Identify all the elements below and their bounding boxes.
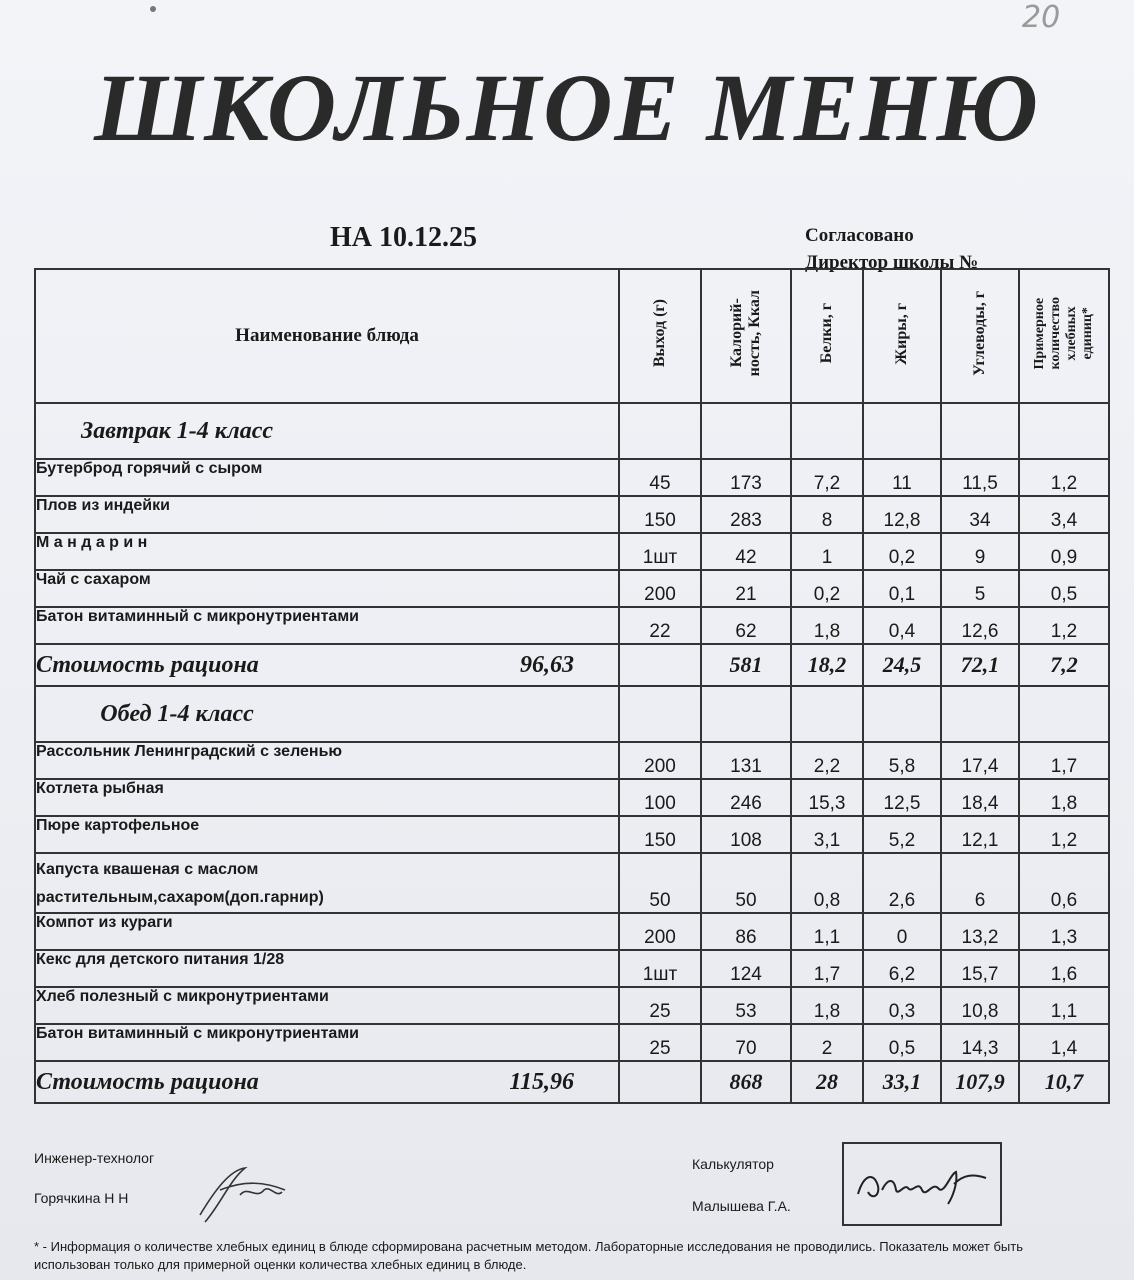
cell-carbs: 12,6 <box>941 607 1019 644</box>
pin-hole <box>150 6 156 12</box>
cell-protein: 1,8 <box>791 607 863 644</box>
cell-kcal: 246 <box>701 779 791 816</box>
total-bread: 10,7 <box>1019 1061 1109 1103</box>
total-kcal: 868 <box>701 1061 791 1103</box>
dish-name: Капуста квашеная с маслом растительным,сахаром(доп.гарнир) <box>35 853 619 913</box>
cell-bread: 1,2 <box>1019 459 1109 496</box>
col-header-name: Наименование блюда <box>35 269 619 403</box>
cell-kcal: 86 <box>701 913 791 950</box>
table-row <box>35 533 1109 570</box>
table-row <box>35 950 1109 987</box>
footnote: * - Информация о количестве хлебных единиц в блюде сформирована расчетным методом. Лабораторные исследования не проводились. Показатель может быть использован только для примерной оценки количества хлебных единиц в блюде. <box>34 1239 1024 1272</box>
cell-fat: 12,5 <box>863 779 941 816</box>
corner-handwritten-mark: 20 <box>1022 0 1061 35</box>
cell-kcal: 42 <box>701 533 791 570</box>
cell-output: 150 <box>619 496 701 533</box>
approval-line-1: Согласовано <box>805 225 914 246</box>
cell-kcal: 70 <box>701 1024 791 1061</box>
cell-output: 150 <box>619 816 701 853</box>
dish-name: Плов из индейки <box>35 496 619 533</box>
total-fat: 33,1 <box>863 1061 941 1103</box>
cell-kcal: 131 <box>701 742 791 779</box>
total-label: Стоимость рациона 96,63 <box>35 644 619 686</box>
dish-name: Котлета рыбная <box>35 779 619 816</box>
col-header-protein: Белки, г <box>791 269 863 403</box>
cell-carbs: 17,4 <box>941 742 1019 779</box>
cell-protein: 1,1 <box>791 913 863 950</box>
cell-kcal: 50 <box>701 853 791 913</box>
calculator-signature-box <box>842 1142 1002 1226</box>
empty-cell <box>863 686 941 742</box>
table-row <box>35 496 1109 533</box>
header-row <box>35 269 1109 403</box>
table-row <box>35 779 1109 816</box>
cell-bread: 1,2 <box>1019 816 1109 853</box>
empty-cell <box>619 403 701 459</box>
cell-carbs: 14,3 <box>941 1024 1019 1061</box>
cell-protein: 1,7 <box>791 950 863 987</box>
lunch-section <box>35 686 1109 1103</box>
cell-bread: 0,6 <box>1019 853 1109 913</box>
dish-name: Батон витаминный с микронутриентами <box>35 1024 619 1061</box>
cell-output: 25 <box>619 987 701 1024</box>
calculator-signature-image <box>844 1144 1000 1224</box>
cell-protein: 2 <box>791 1024 863 1061</box>
table-row <box>35 987 1109 1024</box>
cell-output: 200 <box>619 913 701 950</box>
dish-name: Хлеб полезный с микронутриентами <box>35 987 619 1024</box>
total-carbs: 72,1 <box>941 644 1019 686</box>
approval-line-2: Директор школы № <box>805 252 979 273</box>
table-row <box>35 607 1109 644</box>
engineer-signature-image <box>190 1160 290 1230</box>
total-protein: 18,2 <box>791 644 863 686</box>
cell-fat: 0,5 <box>863 1024 941 1061</box>
total-fat: 24,5 <box>863 644 941 686</box>
cell-protein: 1,8 <box>791 987 863 1024</box>
cell-carbs: 18,4 <box>941 779 1019 816</box>
col-header-carbs: Углеводы, г <box>941 269 1019 403</box>
total-protein: 28 <box>791 1061 863 1103</box>
empty-cell <box>701 403 791 459</box>
cell-carbs: 11,5 <box>941 459 1019 496</box>
menu-table <box>34 268 1110 1104</box>
cell-bread: 1,2 <box>1019 607 1109 644</box>
cell-protein: 3,1 <box>791 816 863 853</box>
cell-bread: 1,6 <box>1019 950 1109 987</box>
cell-bread: 1,3 <box>1019 913 1109 950</box>
cell-protein: 7,2 <box>791 459 863 496</box>
empty-cell <box>791 686 863 742</box>
cell-protein: 2,2 <box>791 742 863 779</box>
cell-bread: 1,4 <box>1019 1024 1109 1061</box>
section-title-row <box>35 686 1109 742</box>
empty-cell <box>863 403 941 459</box>
cell-bread: 3,4 <box>1019 496 1109 533</box>
empty-cell <box>1019 686 1109 742</box>
section-title: Завтрак 1-4 класс <box>35 403 619 459</box>
empty-cell <box>619 686 701 742</box>
menu-date: НА 10.12.25 <box>330 222 477 253</box>
cell-output: 200 <box>619 570 701 607</box>
cell-carbs: 12,1 <box>941 816 1019 853</box>
table-row <box>35 853 1109 913</box>
engineer-role: Инженер-технолог <box>34 1150 155 1166</box>
dish-name: Компот из кураги <box>35 913 619 950</box>
cell-kcal: 283 <box>701 496 791 533</box>
cell-kcal: 62 <box>701 607 791 644</box>
cell-carbs: 34 <box>941 496 1019 533</box>
cell-protein: 1 <box>791 533 863 570</box>
col-header-bread-units: Примерное количество хлебных единиц* <box>1019 269 1109 403</box>
cell-fat: 5,8 <box>863 742 941 779</box>
cell-output: 50 <box>619 853 701 913</box>
cell-protein: 0,8 <box>791 853 863 913</box>
dish-name: Батон витаминный с микронутриентами <box>35 607 619 644</box>
cell-protein: 8 <box>791 496 863 533</box>
cell-bread: 0,5 <box>1019 570 1109 607</box>
empty-cell <box>619 1061 701 1103</box>
cell-fat: 0,3 <box>863 987 941 1024</box>
cell-carbs: 5 <box>941 570 1019 607</box>
empty-cell <box>941 686 1019 742</box>
total-label: Стоимость рациона 115,96 <box>35 1061 619 1103</box>
cell-bread: 1,8 <box>1019 779 1109 816</box>
ration-cost: 115,96 <box>509 1068 574 1095</box>
cell-bread: 0,9 <box>1019 533 1109 570</box>
cell-kcal: 108 <box>701 816 791 853</box>
calculator-role: Калькулятор <box>692 1156 774 1172</box>
dish-name: Кекс для детского питания 1/28 <box>35 950 619 987</box>
empty-cell <box>941 403 1019 459</box>
cell-fat: 5,2 <box>863 816 941 853</box>
total-bread: 7,2 <box>1019 644 1109 686</box>
cell-kcal: 53 <box>701 987 791 1024</box>
cell-carbs: 9 <box>941 533 1019 570</box>
section-title: Обед 1-4 класс <box>35 686 619 742</box>
total-row <box>35 644 1109 686</box>
cell-carbs: 13,2 <box>941 913 1019 950</box>
cell-output: 1шт <box>619 533 701 570</box>
calculator-name: Малышева Г.А. <box>692 1198 791 1214</box>
cell-fat: 0 <box>863 913 941 950</box>
empty-cell <box>701 686 791 742</box>
dish-name: М а н д а р и н <box>35 533 619 570</box>
cell-kcal: 124 <box>701 950 791 987</box>
dish-name: Рассольник Ленинградский с зеленью <box>35 742 619 779</box>
section-title-row <box>35 403 1109 459</box>
page-title: ШКОЛЬНОЕ МЕНЮ <box>94 54 1040 161</box>
cell-bread: 1,1 <box>1019 987 1109 1024</box>
table-row <box>35 1024 1109 1061</box>
cell-fat: 2,6 <box>863 853 941 913</box>
empty-cell <box>1019 403 1109 459</box>
ration-cost: 96,63 <box>520 651 574 678</box>
cell-output: 200 <box>619 742 701 779</box>
cell-carbs: 10,8 <box>941 987 1019 1024</box>
cell-output: 22 <box>619 607 701 644</box>
cell-carbs: 15,7 <box>941 950 1019 987</box>
table-row <box>35 742 1109 779</box>
table-row <box>35 913 1109 950</box>
dish-name: Бутерброд горячий с сыром <box>35 459 619 496</box>
table-row <box>35 459 1109 496</box>
cell-output: 45 <box>619 459 701 496</box>
breakfast-section <box>35 403 1109 686</box>
cell-kcal: 21 <box>701 570 791 607</box>
engineer-name: Горячкина Н Н <box>34 1190 129 1206</box>
total-kcal: 581 <box>701 644 791 686</box>
empty-cell <box>619 644 701 686</box>
empty-cell <box>791 403 863 459</box>
table-row <box>35 816 1109 853</box>
col-header-fat: Жиры, г <box>863 269 941 403</box>
cell-output: 100 <box>619 779 701 816</box>
cell-protein: 15,3 <box>791 779 863 816</box>
total-carbs: 107,9 <box>941 1061 1019 1103</box>
cell-fat: 0,2 <box>863 533 941 570</box>
dish-name: Пюре картофельное <box>35 816 619 853</box>
col-header-calories: Калорий- ность, Ккал <box>701 269 791 403</box>
cell-fat: 12,8 <box>863 496 941 533</box>
cell-kcal: 173 <box>701 459 791 496</box>
cell-carbs: 6 <box>941 853 1019 913</box>
cell-fat: 6,2 <box>863 950 941 987</box>
cell-output: 1шт <box>619 950 701 987</box>
cell-protein: 0,2 <box>791 570 863 607</box>
total-row <box>35 1061 1109 1103</box>
table-row <box>35 570 1109 607</box>
col-header-output: Выход (г) <box>619 269 701 403</box>
dish-name: Чай с сахаром <box>35 570 619 607</box>
cell-output: 25 <box>619 1024 701 1061</box>
cell-fat: 0,1 <box>863 570 941 607</box>
cell-fat: 11 <box>863 459 941 496</box>
cell-fat: 0,4 <box>863 607 941 644</box>
cell-bread: 1,7 <box>1019 742 1109 779</box>
